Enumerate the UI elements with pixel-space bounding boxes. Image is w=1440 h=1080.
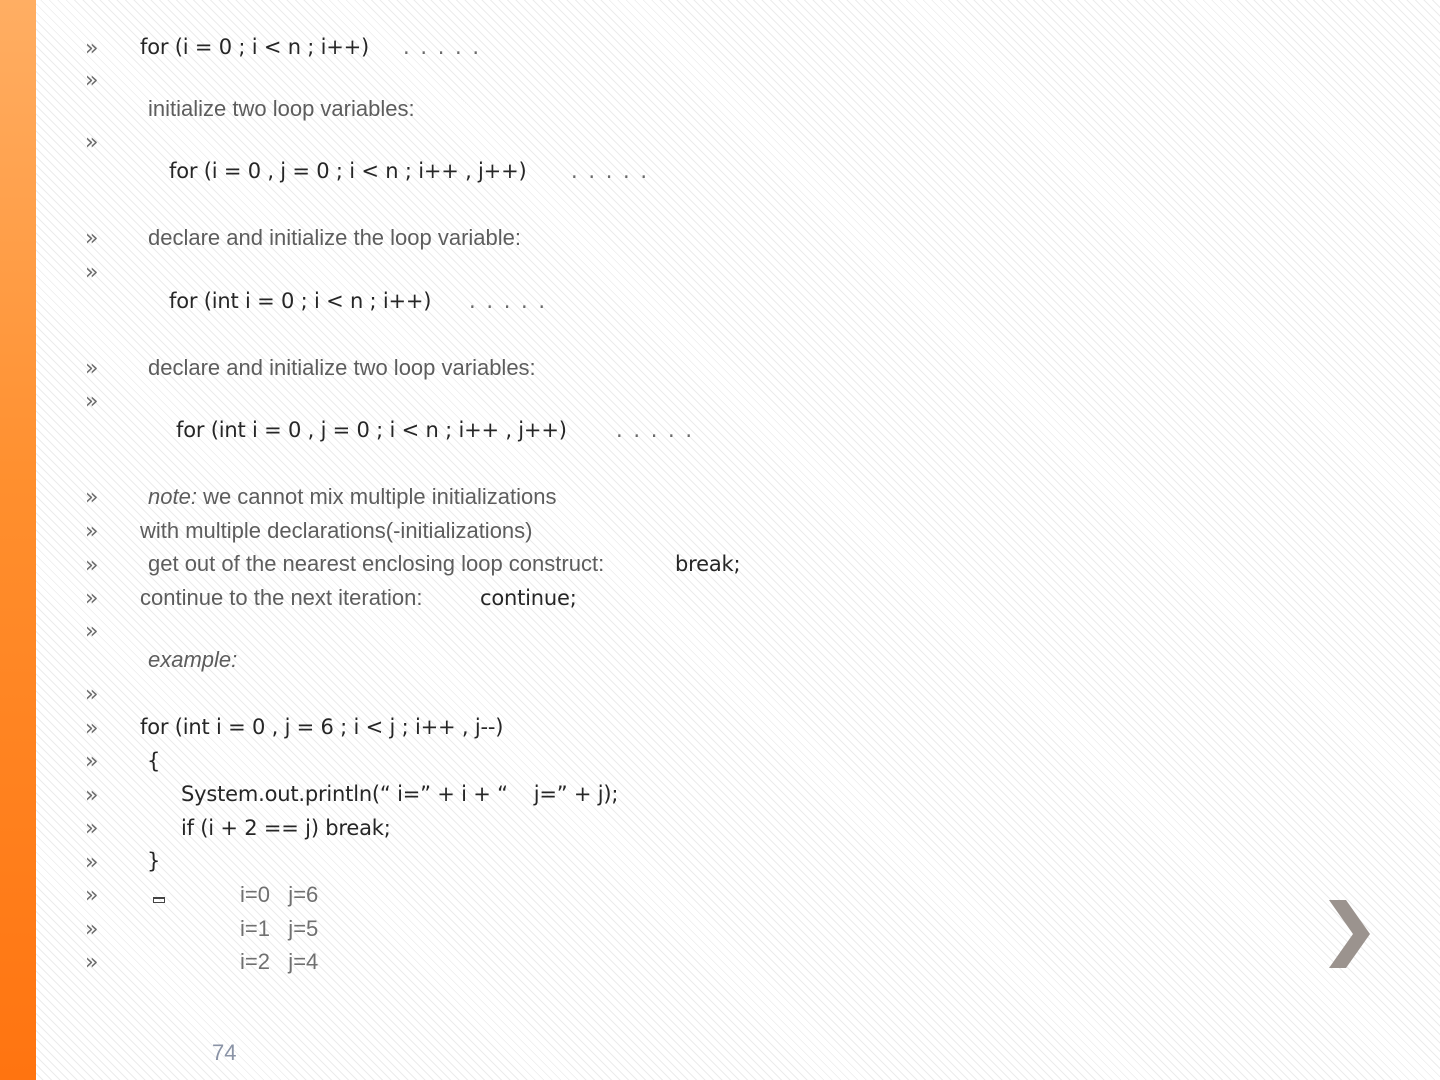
next-slide-chevron-icon[interactable] [1326,898,1372,970]
example-label: example: [148,647,238,672]
text-continue-desc: continue to the next iteration: [140,585,423,610]
ellipsis-dots: . . . . . [616,418,695,442]
output-line-2: i=1 j=5 [240,916,319,941]
text-break-desc: get out of the nearest enclosing loop construct: [148,551,605,576]
break-keyword: break; [675,552,741,576]
bullet-marker: » [85,68,99,93]
text-declare-one-var: declare and initialize the loop variable: [148,225,522,250]
example-println: System.out.println(“ i=” + i + “ j=” + j); [181,782,619,806]
for-loop-int-decl: for (int i = 0 ; i < n ; i++) [169,289,432,313]
bullet-marker: » [85,749,99,774]
bullet-marker: » [85,816,99,841]
note-label: note: [148,484,197,509]
for-loop-two-vars: for (i = 0 , j = 0 ; i < n ; i++ , j++) [169,159,527,183]
bullet-marker: » [85,950,99,975]
bullet-marker: » [85,260,99,285]
bullet-marker: » [85,356,99,381]
example-close-brace: } [147,849,161,873]
note-line [148,486,556,508]
output-line-1: i=0 j=6 [240,882,319,907]
ellipsis-dots: . . . . . [469,289,548,313]
bullet-marker: » [85,519,99,544]
example-open-brace: { [147,749,161,773]
ellipsis-dots: . . . . . [571,159,650,183]
bullet-marker: » [85,36,99,61]
text-initialize-two-vars: initialize two loop variables: [148,96,415,121]
bullet-marker: » [85,619,99,644]
bullet-marker: » [85,130,99,155]
bullet-marker: » [85,553,99,578]
bullet-marker: » [85,850,99,875]
bullet-marker: » [85,389,99,414]
bullet-marker: » [85,586,99,611]
text-multiple-declarations: with multiple declarations(-initializations) [140,518,533,543]
bullet-marker: » [85,682,99,707]
bullet-marker: » [85,883,99,908]
example-if-break: if (i + 2 == j) break; [181,816,391,840]
example-for-header: for (int i = 0 , j = 6 ; i < j ; i++ , j--) [140,715,504,739]
bullet-marker: » [85,783,99,808]
output-line-3: i=2 j=4 [240,949,319,974]
bullet-marker: » [85,485,99,510]
bullet-marker: » [85,917,99,942]
text-declare-two-vars: declare and initialize two loop variables: [148,355,536,380]
ellipsis-dots: . . . . . [403,35,482,59]
continue-keyword: continue; [480,586,577,610]
bullet-marker: » [85,226,99,251]
output-console-icon [153,897,165,903]
for-loop-int-two-vars: for (int i = 0 , j = 0 ; i < n ; i++ , j++) [176,418,567,442]
orange-side-bar [0,0,36,1080]
bullet-marker: » [85,716,99,741]
note-text: we cannot mix multiple initializations [203,484,557,509]
for-loop-basic: for (i = 0 ; i < n ; i++) [140,35,370,59]
page-number: 74 [212,1040,237,1065]
